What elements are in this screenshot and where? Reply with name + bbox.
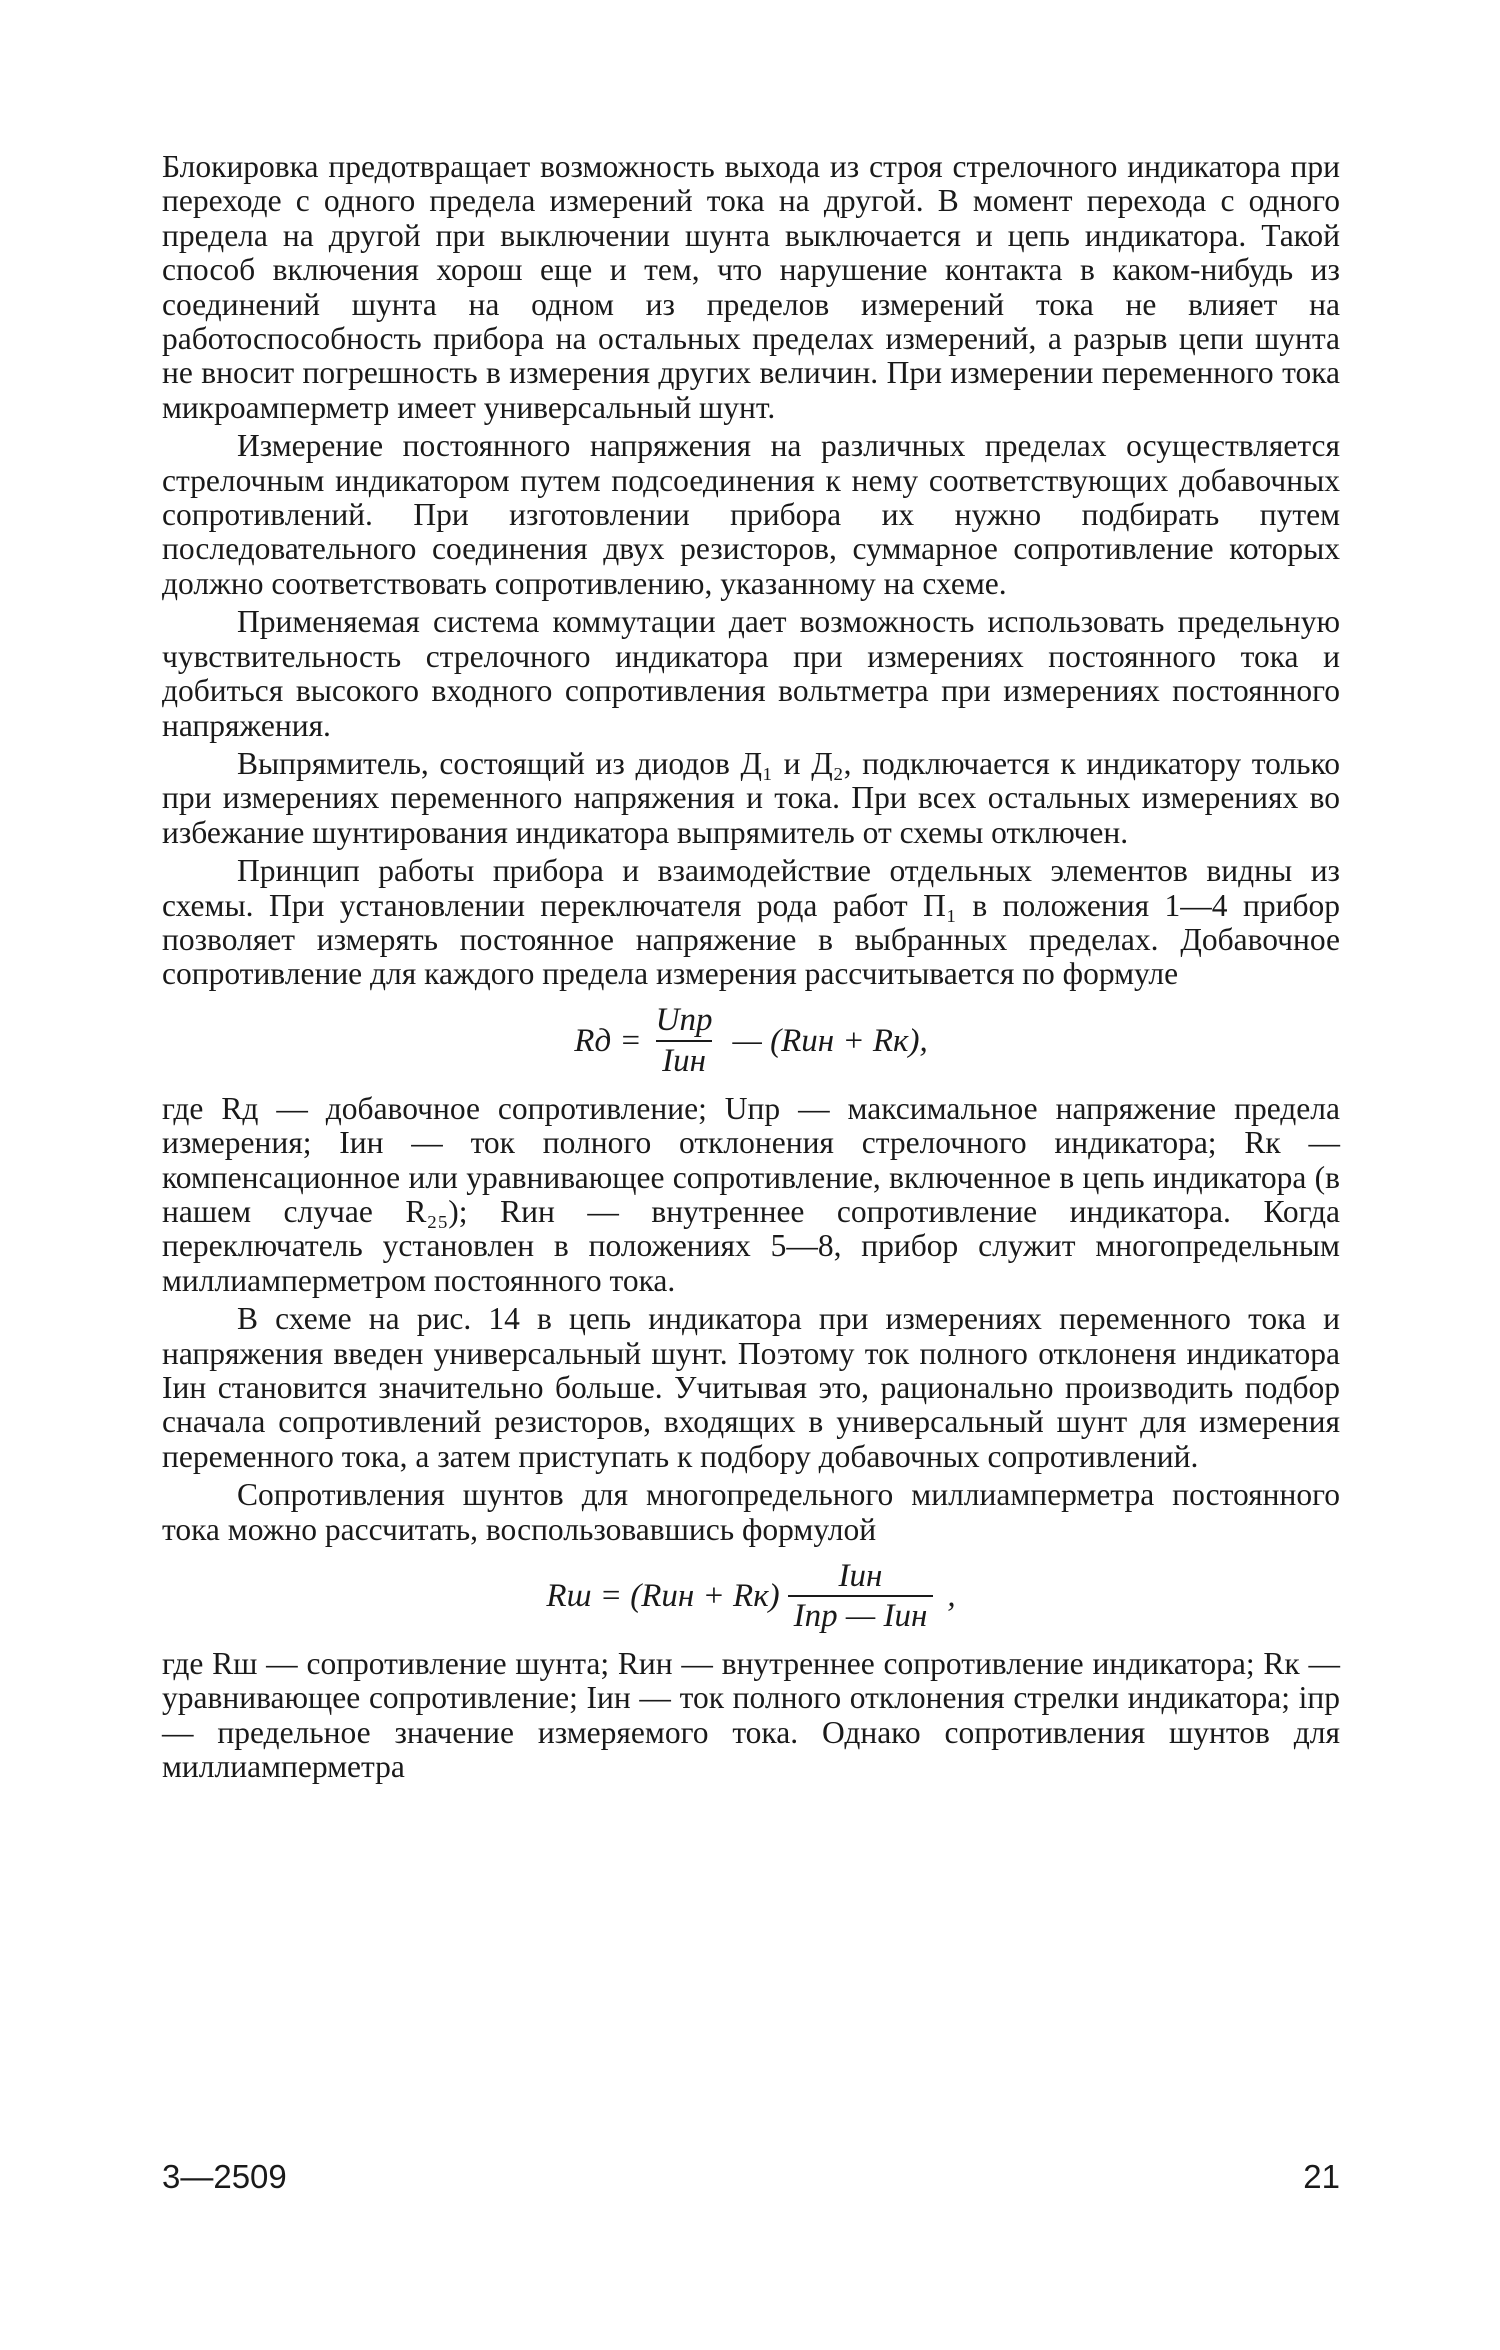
formula2-lhs: Rш = (Rин + Rк) — [546, 1577, 780, 1614]
formula1-rest: — (Rин + Rк), — [732, 1022, 928, 1059]
formula-additional-resistance — [162, 998, 1340, 1084]
formula2-numerator: Iин — [838, 1557, 883, 1594]
formula2-fraction — [788, 1559, 934, 1634]
paragraph-1: Блокировка предотвращает возможность выхода из строя стрелочного индикатора при переходе с одного предела измерений тока на другой. В момент перехода с одного предела на другой при выключении шунта выключается и цепь индикатора. Такой способ включения хорош еще и тем, что нарушение контакта в каком-нибудь из соединений шунта на одном из пределов измерений тока не влияет на работоспособность прибора на остальных пределах измерений, а разрыв цепи шунта не вносит погрешность в измерения других величин. При измерении переменного тока микроамперметр имеет универсальный шунт. — [162, 149, 1340, 425]
paragraph-6: где Rд — добавочное сопротивление; Uпр — максимальное напряжение предела измерения; Iин — ток полного отклонения стрелочного индикатора; Rк — компенсационное или уравнивающее сопротивление, включенное в цепь индикатора (в нашем случае R₂₅); Rин — внутреннее сопротивление индикатора. Когда переключатель установлен в положениях 5—8, прибор служит многопредельным миллиамперметром постоянного тока. — [162, 1090, 1340, 1298]
formula-shunt-resistance — [162, 1553, 1340, 1639]
page-body — [162, 150, 1340, 1785]
formula1-lhs: Rд = — [574, 1022, 642, 1059]
paragraph-5: Принцип работы прибора и взаимодействие отдельных элементов видны из схемы. При установлении переключателя рода работ П₁ в положения 1—4 прибор позволяет измерять постоянное напряжение в выбранных пределах. Добавочное сопротивление для каждого предела измерения рассчитывается по формуле — [162, 853, 1340, 992]
page-footer — [162, 2158, 1340, 2196]
paragraph-9: где Rш — сопротивление шунта; Rин — внутреннее сопротивление индикатора; Rк — уравнивающее сопротивление; Iин — ток полного отклонения стрелки индикатора; iпр — предельное значение измеряемого тока. Однако сопротивления шунтов для миллиамперметра — [162, 1646, 1340, 1785]
formula2-denominator: Iпр — Iин — [788, 1595, 934, 1633]
paragraph-7: В схеме на рис. 14 в цепь индикатора при измерениях переменного тока и напряжения введен универсальный шунт. Поэтому ток полного отклоненя индикатора Iин становится значительно больше. Учитывая это, рационально производить подбор сначала сопротивлений резисторов, входящих в универсальный шунт для измерения переменного тока, а затем приступать к подбору добавочных сопротивлений. — [162, 1301, 1340, 1474]
formula1-numerator: Uпр — [655, 1002, 713, 1039]
paragraph-2: Измерение постоянного напряжения на различных пределах осуществляется стрелочным индикатором путем подсоединения к нему соответствующих добавочных сопротивлений. При изготовлении прибора их нужно подбирать путем последовательного соединения двух резисторов, суммарное сопротивление которых должно соответствовать сопротивлению, указанному на схеме. — [162, 428, 1340, 601]
printer-signature: 3—2509 — [162, 2158, 287, 2195]
formula1-denominator: Iин — [656, 1040, 712, 1078]
formula2-rest: , — [947, 1577, 956, 1614]
paragraph-3: Применяемая система коммутации дает возможность использовать предельную чувствительность стрелочного индикатора при измерениях постоянного тока и добиться высокого входного сопротивления вольтметра при измерениях постоянного напряжения. — [162, 604, 1340, 743]
paragraph-8: Сопротивления шунтов для многопредельного миллиамперметра постоянного тока можно рассчитать, воспользовавшись формулой — [162, 1477, 1340, 1547]
page-number: 21 — [1303, 2158, 1340, 2195]
formula1-fraction — [650, 1003, 719, 1078]
paragraph-4: Выпрямитель, состоящий из диодов Д₁ и Д₂, подключается к индикатору только при измерениях переменного напряжения и тока. При всех остальных измерениях во избежание шунтирования индикатора выпрямитель от схемы отключен. — [162, 745, 1340, 850]
